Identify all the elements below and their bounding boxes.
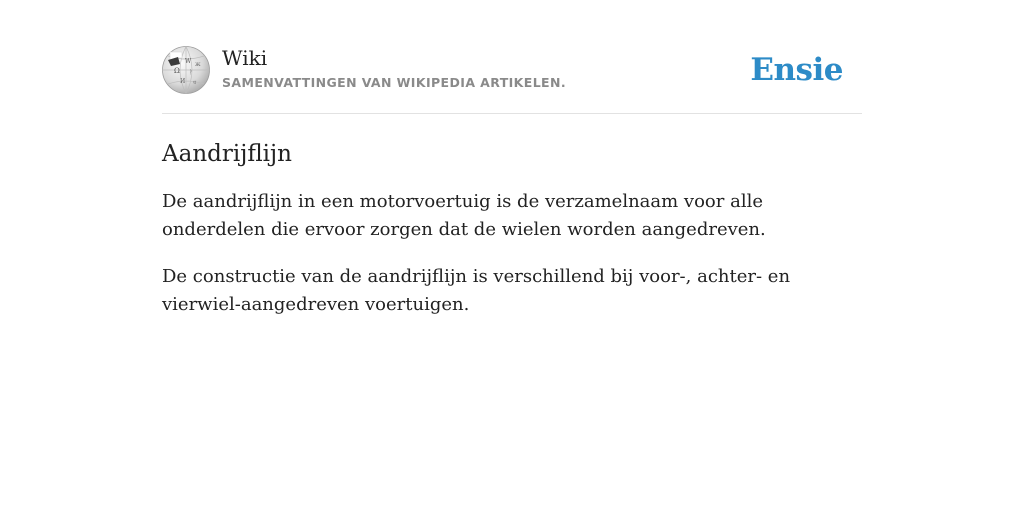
svg-text:W: W xyxy=(185,58,192,65)
site-tagline: SAMENVATTINGEN VAN WIKIPEDIA ARTIKELEN. xyxy=(222,75,567,90)
site-title[interactable]: Wiki xyxy=(222,46,268,70)
article-paragraph: De aandrijflijn in een motorvoertuig is de verzamelnaam voor alle onderdelen die ervoor zorgen dat de wielen worden aangedreven. xyxy=(162,191,766,240)
svg-text:Ω: Ω xyxy=(174,67,180,75)
article-paragraph: De constructie van de aandrijflijn is verschillend bij voor-, achter- en vierwiel-aangedreven voertuigen. xyxy=(162,266,791,315)
svg-text:ध: ध xyxy=(193,80,197,86)
svg-text:Ж: Ж xyxy=(195,62,201,68)
svg-text:ᚹ: ᚹ xyxy=(189,69,193,76)
svg-text:И: И xyxy=(180,78,186,85)
site-header xyxy=(162,0,862,114)
brand-logo[interactable]: Ensie xyxy=(750,52,843,88)
page xyxy=(162,0,862,319)
wikipedia-globe-icon[interactable] xyxy=(162,46,210,94)
article-title: Aandrijflijn xyxy=(162,141,292,167)
